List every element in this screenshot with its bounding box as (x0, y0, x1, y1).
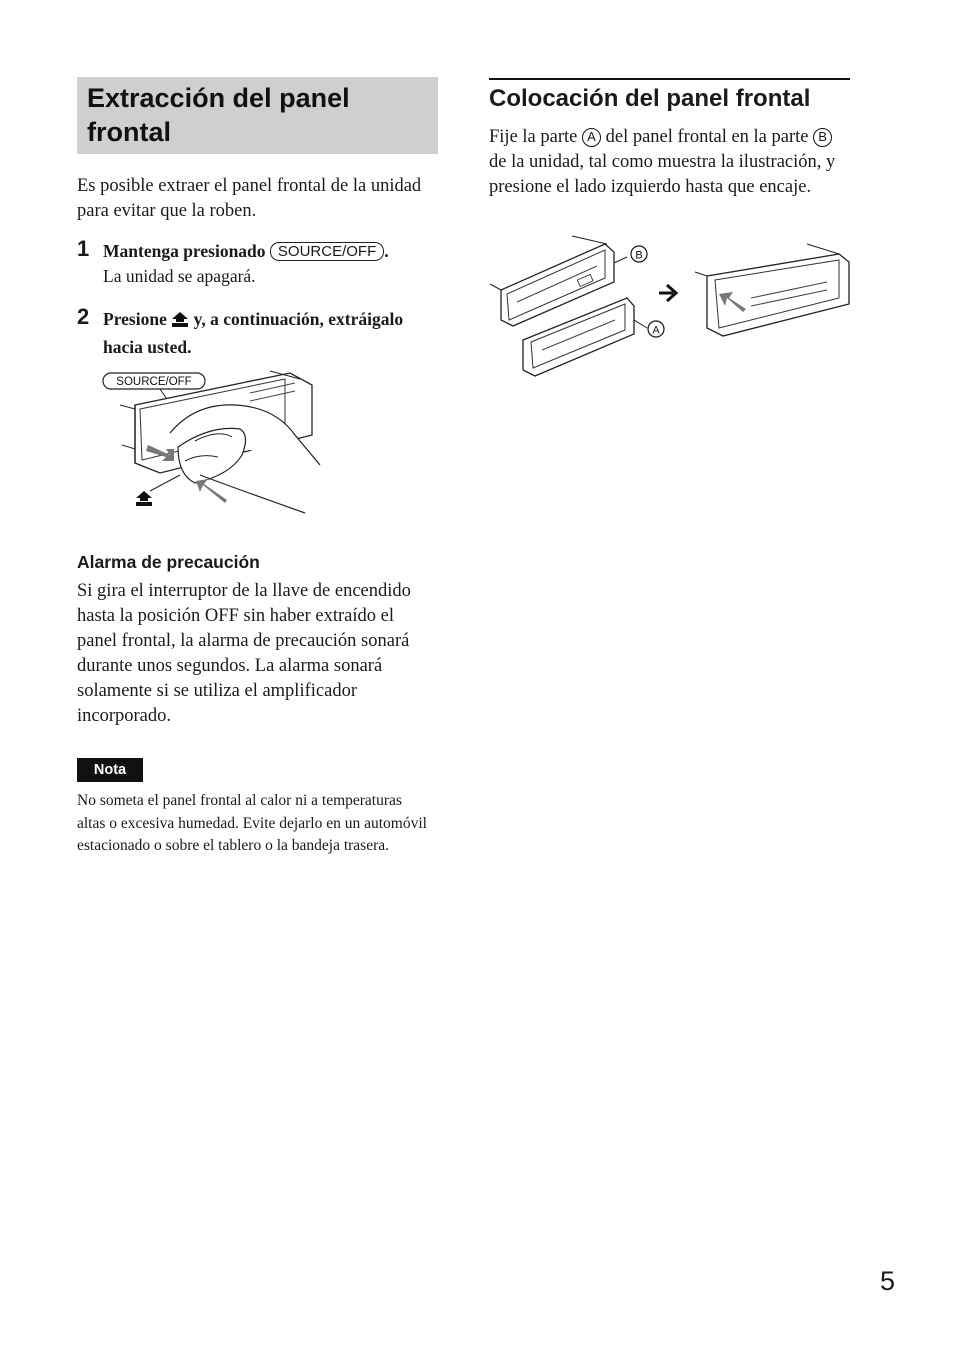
attachment-illustration (487, 232, 853, 380)
alarm-heading: Alarma de precaución (77, 552, 260, 572)
source-off-label: SOURCE/OFF (116, 376, 192, 388)
step-instruction: Mantenga presionado (103, 241, 266, 261)
note-paragraph: No someta el panel frontal al calor ni a temperaturas altas o excesiva humedad. Evite dejarlo en un automóvil estacionado o sobre el tablero o la bandeja trasera. (77, 792, 427, 854)
marker-b: B (813, 128, 832, 147)
step-result: La unidad se apagará. (103, 266, 256, 286)
removal-illustration (100, 365, 325, 520)
step-number: 1 (77, 236, 90, 261)
step-1 (77, 236, 447, 289)
section-divider (489, 78, 850, 80)
alarm-paragraph: Si gira el interruptor de la llave de encendido hasta la posición OFF sin haber extraído el panel frontal, la alarma de precaución sonará durante unos segundos. La alarma sonará solamente si se utiliza el amplificador incorporado. (77, 581, 411, 726)
section-heading-attachment: Colocación del panel frontal (489, 85, 811, 112)
step-instruction-rest: y, a continuación, extráigalo hacia usted. (103, 309, 404, 357)
step-instruction-end: . (384, 241, 389, 261)
step-2 (77, 304, 447, 360)
page-number: 5 (880, 1266, 896, 1296)
marker-a: A (582, 128, 601, 147)
step-instruction: Presione (103, 309, 167, 329)
marker-b-label: B (635, 249, 643, 262)
attachment-text-3: de la unidad, tal como muestra la ilustración, y presione el lado izquierdo hasta que encaje. (489, 152, 836, 197)
section-heading-extraction: Extracción del panel frontal (77, 77, 438, 154)
step-number: 2 (77, 304, 90, 329)
intro-paragraph: Es posible extraer el panel frontal de la unidad para evitar que la roben. (77, 176, 422, 221)
attachment-paragraph (489, 125, 850, 200)
release-icon (171, 310, 189, 335)
source-off-key: SOURCE/OFF (270, 242, 384, 261)
note-badge: Nota (77, 758, 143, 782)
attachment-text-1: Fije la parte (489, 127, 578, 147)
attachment-text-2: del panel frontal en la parte (605, 127, 809, 147)
marker-a-label: A (652, 324, 660, 337)
